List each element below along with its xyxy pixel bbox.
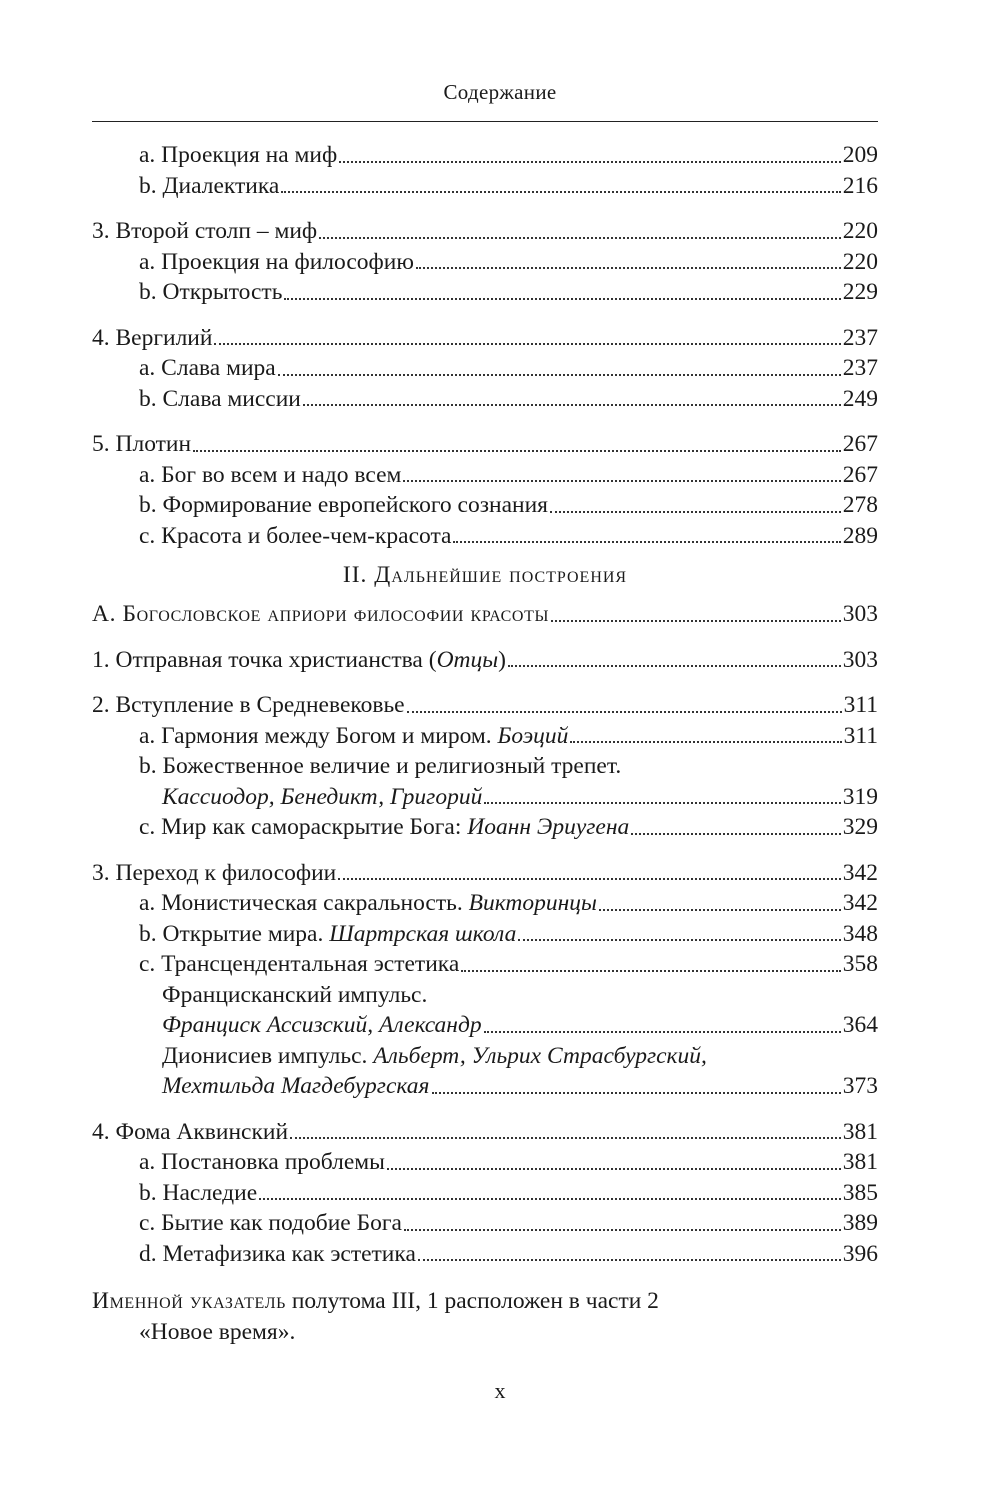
toc-entry-label: 5. Плотин bbox=[92, 431, 192, 457]
toc-entry-label: Кассиодор, Бенедикт, Григорий bbox=[162, 783, 483, 810]
toc-entry-label: 1. Отправная точка христианства (Отцы) bbox=[92, 646, 506, 673]
toc-entry-label: b. Наследие bbox=[139, 1179, 258, 1206]
index-note-text: полутома III, 1 расположен в части 2 bbox=[285, 1288, 659, 1314]
toc-page-number: 209 bbox=[842, 142, 878, 168]
dot-leader bbox=[484, 1030, 841, 1033]
toc-entry-label: b. Слава миссии bbox=[139, 385, 301, 412]
toc-page-number: 381 bbox=[842, 1118, 878, 1145]
dot-leader bbox=[508, 664, 841, 667]
toc-page-number: 289 bbox=[842, 522, 878, 549]
toc-entry[interactable] bbox=[92, 721, 878, 752]
toc-entry-label: a. Гармония между Богом и миром. Боэций bbox=[139, 722, 569, 749]
toc-entry-label: a. Постановка проблемы bbox=[139, 1149, 385, 1175]
toc-entry[interactable] bbox=[92, 429, 878, 460]
toc-entry-label: b. Диалектика bbox=[139, 172, 280, 199]
toc-entry-label: b. Открытость bbox=[139, 279, 283, 305]
toc-entry[interactable] bbox=[92, 1041, 878, 1072]
toc-entry[interactable] bbox=[92, 1208, 878, 1239]
toc-entry-label: A. Богословское априори философии красоты bbox=[92, 601, 549, 627]
toc-entry[interactable] bbox=[92, 949, 878, 980]
dot-leader bbox=[290, 1136, 841, 1139]
toc-entry[interactable] bbox=[92, 521, 878, 552]
toc-entry-continuation[interactable] bbox=[92, 782, 878, 813]
dot-leader bbox=[387, 1167, 841, 1170]
header-rule bbox=[92, 121, 878, 122]
dot-leader bbox=[403, 479, 840, 482]
dot-leader bbox=[319, 236, 841, 239]
toc-page-number: 373 bbox=[842, 1073, 878, 1099]
dot-leader bbox=[599, 908, 841, 911]
page-number: x bbox=[494, 1378, 506, 1403]
toc-entry[interactable] bbox=[92, 171, 878, 202]
toc-entry-label: a. Монистическая сакральность. Викторинцы bbox=[139, 890, 597, 916]
toc-entry[interactable] bbox=[92, 490, 878, 521]
toc-entry[interactable] bbox=[92, 277, 878, 308]
toc-page-number: 303 bbox=[842, 601, 878, 627]
toc-entry-label: d. Метафизика как эстетика bbox=[139, 1240, 416, 1267]
toc-page-number: 358 bbox=[842, 951, 878, 977]
toc-page-number: 216 bbox=[842, 172, 878, 199]
toc-entry[interactable] bbox=[92, 460, 878, 491]
toc-entry[interactable] bbox=[92, 1147, 878, 1178]
toc-entry[interactable] bbox=[92, 812, 878, 843]
toc-entry[interactable] bbox=[92, 980, 878, 1011]
toc-page-number: 249 bbox=[842, 385, 878, 412]
dot-leader bbox=[404, 1228, 841, 1231]
dot-leader bbox=[193, 449, 841, 452]
part-heading: II. Дальнейшие построения bbox=[342, 562, 628, 588]
dot-leader bbox=[551, 619, 841, 622]
dot-leader bbox=[518, 938, 840, 941]
dot-leader bbox=[284, 297, 840, 300]
toc-entry-continuation[interactable] bbox=[92, 1010, 878, 1041]
toc-page-number: 303 bbox=[842, 646, 878, 673]
dot-leader bbox=[418, 1258, 841, 1261]
toc-entry-label: b. Божественное величие и религиозный трепет. bbox=[139, 753, 622, 779]
toc-entry-label: b. Формирование европейского сознания bbox=[139, 492, 548, 518]
toc-entry-label: Мехтильда Магдебургская bbox=[162, 1073, 430, 1099]
dot-leader bbox=[550, 510, 841, 513]
toc-entry-label: a. Проекция на миф bbox=[139, 142, 338, 168]
toc-entry-label: 3. Второй столп – миф bbox=[92, 218, 318, 244]
dot-leader bbox=[631, 832, 840, 835]
dot-leader bbox=[303, 403, 841, 406]
dot-leader bbox=[432, 1091, 841, 1094]
toc-page-number: 278 bbox=[842, 492, 878, 518]
toc-page-number: 348 bbox=[842, 920, 878, 947]
toc-entry-label: c. Мир как самораскрытие Бога: Иоанн Эриугена bbox=[139, 814, 630, 840]
toc-page-number: 220 bbox=[842, 248, 878, 275]
toc-entry-label: c. Трансцендентальная эстетика bbox=[139, 951, 460, 977]
dot-leader bbox=[214, 342, 840, 345]
toc-page-number: 396 bbox=[842, 1240, 878, 1267]
toc-entry-label: Францисканский импульс. bbox=[162, 981, 428, 1008]
toc-page-number: 342 bbox=[842, 890, 878, 916]
dot-leader bbox=[461, 969, 840, 972]
toc-entry[interactable] bbox=[92, 353, 878, 384]
dot-leader bbox=[281, 190, 840, 193]
index-note-continuation: «Новое время». bbox=[139, 1319, 296, 1345]
toc-entry-label: 3. Переход к философии bbox=[92, 859, 337, 886]
toc-page-number: 267 bbox=[842, 461, 878, 488]
dot-leader bbox=[339, 160, 841, 163]
table-of-contents bbox=[92, 140, 878, 1348]
dot-leader bbox=[407, 710, 842, 713]
toc-entry[interactable] bbox=[92, 247, 878, 278]
toc-page-number: 381 bbox=[842, 1149, 878, 1175]
dot-leader bbox=[453, 540, 840, 543]
toc-entry[interactable] bbox=[92, 919, 878, 950]
toc-entry[interactable] bbox=[92, 1117, 878, 1148]
toc-entry-label: a. Слава мира bbox=[139, 355, 276, 381]
toc-entry[interactable] bbox=[92, 216, 878, 247]
toc-page-number: 311 bbox=[843, 692, 878, 718]
toc-entry-label: c. Красота и более-чем-красота bbox=[139, 522, 452, 549]
toc-page-number: 329 bbox=[842, 814, 878, 840]
toc-entry[interactable] bbox=[92, 140, 878, 171]
toc-entry[interactable] bbox=[92, 323, 878, 354]
toc-entry[interactable] bbox=[92, 690, 878, 721]
dot-leader bbox=[259, 1197, 841, 1200]
toc-entry[interactable] bbox=[92, 645, 878, 676]
toc-entry-continuation[interactable] bbox=[92, 1071, 878, 1102]
toc-entry-label: a. Проекция на философию bbox=[139, 248, 414, 275]
toc-page-number: 267 bbox=[842, 431, 878, 457]
toc-page-number: 385 bbox=[842, 1179, 878, 1206]
toc-entry[interactable] bbox=[92, 751, 878, 782]
toc-entry[interactable] bbox=[92, 858, 878, 889]
dot-leader bbox=[570, 740, 841, 743]
toc-page-number: 237 bbox=[842, 355, 878, 381]
dot-leader bbox=[278, 373, 841, 376]
index-note bbox=[92, 1286, 878, 1348]
toc-entry-label: 4. Фома Аквинский bbox=[92, 1118, 289, 1145]
toc-page-number: 311 bbox=[843, 722, 878, 749]
toc-page-number: 342 bbox=[842, 859, 878, 886]
toc-entry-label: Франциск Ассизский, Александр bbox=[162, 1012, 482, 1038]
toc-entry-label: c. Бытие как подобие Бога bbox=[139, 1210, 402, 1236]
dot-leader bbox=[416, 266, 841, 269]
toc-entry-label: 2. Вступление в Средневековье bbox=[92, 692, 405, 718]
toc-page-number: 319 bbox=[842, 783, 878, 810]
toc-entry-label: 4. Вергилий bbox=[92, 324, 213, 351]
toc-entry[interactable] bbox=[92, 1178, 878, 1209]
toc-page-number: 364 bbox=[842, 1012, 878, 1038]
toc-entry[interactable] bbox=[92, 384, 878, 415]
toc-entry-label: Дионисиев импульс. Альберт, Ульрих Страсбургский, bbox=[162, 1042, 707, 1069]
toc-entry[interactable] bbox=[92, 599, 878, 630]
toc-page-number: 229 bbox=[842, 279, 878, 305]
toc-entry[interactable] bbox=[92, 1239, 878, 1270]
running-head: Содержание bbox=[443, 80, 557, 104]
index-note-smallcaps: Именной указатель bbox=[92, 1288, 286, 1314]
toc-page-number: 237 bbox=[842, 324, 878, 351]
toc-entry[interactable] bbox=[92, 888, 878, 919]
toc-entry-label: b. Открытие мира. Шартрская школа bbox=[139, 920, 517, 947]
dot-leader bbox=[484, 801, 840, 804]
toc-page-number: 220 bbox=[842, 218, 878, 244]
toc-page-number: 389 bbox=[842, 1210, 878, 1236]
dot-leader bbox=[338, 877, 841, 880]
toc-entry-label: a. Бог во всем и надо всем bbox=[139, 461, 402, 488]
